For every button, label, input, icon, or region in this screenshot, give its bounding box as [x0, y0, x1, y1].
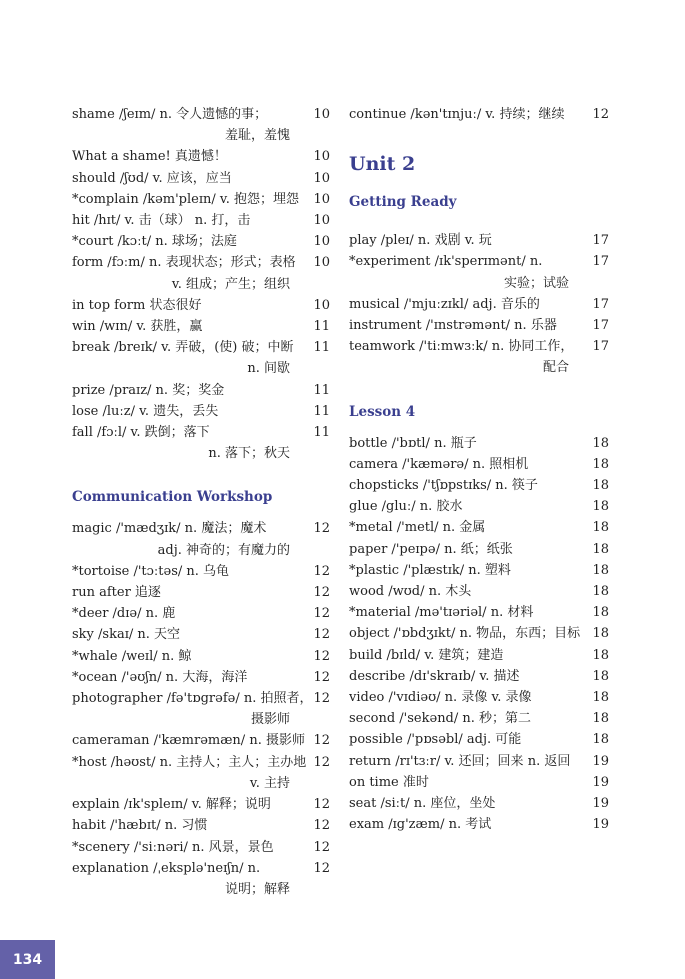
vocab-entry	[72, 646, 330, 667]
vocab-entry	[349, 560, 609, 581]
entry-text: *scenery /'siːnəri/ n. 风景，景色	[72, 839, 274, 855]
entry-page-ref: 12	[313, 627, 330, 643]
entry-page-ref: 18	[592, 456, 609, 472]
vocab-entry	[72, 582, 330, 603]
vocab-entry	[72, 794, 330, 815]
entry-text: should /ʃʊd/ v. 应该，应当	[72, 170, 232, 186]
entry-page-ref: 12	[313, 754, 330, 770]
vocab-entry	[72, 337, 330, 379]
entry-page-ref: 11	[313, 425, 330, 441]
vocab-entry	[349, 315, 609, 336]
entry-page-ref: 17	[592, 339, 609, 355]
vocab-entry	[349, 687, 609, 708]
page-number-tab	[0, 940, 55, 979]
entry-page-ref: 19	[592, 774, 609, 790]
vocab-entry	[72, 561, 330, 582]
entry-text: video /'vɪdiəʊ/ n. 录像 v. 录像	[349, 690, 532, 706]
entry-text: *material /mə'tɪəriəl/ n. 材料	[349, 605, 534, 621]
vocab-entry	[72, 518, 330, 560]
vocab-entry	[72, 401, 330, 422]
entry-text: prize /praɪz/ n. 奖；奖金	[72, 382, 225, 398]
entry-page-ref: 12	[313, 818, 330, 834]
vocab-entry	[72, 168, 330, 189]
entry-text: break /breɪk/ v. 弄破，(使) 破；中断	[72, 340, 294, 356]
entry-page-ref: 10	[313, 191, 330, 207]
entry-text: magic /'mædʒɪk/ n. 魔法；魔术	[72, 521, 267, 537]
entry-page-ref: 18	[592, 541, 609, 557]
left-column	[72, 104, 330, 900]
entry-list	[72, 104, 330, 464]
entry-text: form /fɔːm/ n. 表现状态；形式；表格	[72, 255, 296, 271]
vocab-entry	[72, 380, 330, 401]
entry-page-ref: 18	[592, 435, 609, 451]
section-title-communication-workshop: Communication Workshop	[72, 489, 273, 506]
entry-continuation: 羞耻，羞愧	[224, 128, 290, 144]
entry-text: *whale /weɪl/ n. 鲸	[72, 648, 192, 664]
entry-page-ref: 12	[313, 733, 330, 749]
entry-page-ref: 18	[592, 605, 609, 621]
entry-page-ref: 11	[313, 382, 330, 398]
entry-list	[72, 518, 330, 900]
entry-page-ref: 12	[313, 585, 330, 601]
vocab-entry	[72, 295, 330, 316]
entry-page-ref: 19	[592, 796, 609, 812]
vocab-entry	[72, 667, 330, 688]
entry-text: habit /'hæbɪt/ n. 习惯	[72, 818, 208, 834]
entry-page-ref: 12	[313, 648, 330, 664]
entry-text: chopsticks /'tʃɒpstɪks/ n. 筷子	[349, 478, 538, 494]
entry-text: paper /'peɪpə/ n. 纸；纸张	[349, 541, 513, 557]
entry-text: musical /'mjuːzɪkl/ adj. 音乐的	[349, 296, 540, 312]
entry-text: exam /ɪg'zæm/ n. 考试	[349, 817, 492, 833]
entry-continuation: adj. 神奇的；有魔力的	[157, 542, 290, 558]
entry-continuation: v. 组成；产生；组织	[171, 276, 290, 292]
entry-list	[349, 230, 609, 378]
section-title-getting-ready: Getting Ready	[349, 194, 457, 211]
entry-page-ref: 18	[592, 499, 609, 515]
entry-list	[349, 104, 609, 125]
right-column	[349, 104, 609, 835]
entry-page-ref: 10	[313, 107, 330, 122]
entry-page-ref: 18	[592, 711, 609, 727]
entry-text: return /rɪ'tɜːr/ v. 还回；回来 n. 返回	[349, 753, 571, 769]
vocab-entry	[349, 602, 609, 623]
entry-continuation: 配合	[542, 360, 569, 376]
entry-continuation: 实验；试验	[503, 275, 569, 291]
vocab-entry	[72, 231, 330, 252]
page-number: 134	[12, 951, 43, 968]
entry-list	[349, 433, 609, 836]
entry-page-ref: 12	[313, 860, 330, 876]
entry-text: bottle /'bɒtl/ n. 瓶子	[349, 435, 477, 451]
vocab-entry	[349, 793, 609, 814]
entry-page-ref: 10	[313, 297, 330, 313]
vocab-entry	[72, 688, 330, 730]
vocab-entry	[72, 815, 330, 836]
entry-text: sky /skaɪ/ n. 天空	[72, 627, 181, 643]
vocab-entry	[72, 858, 330, 900]
entry-text: hit /hɪt/ v. 击（球） n. 打，击	[72, 213, 251, 229]
entry-text: What a shame! 真遗憾！	[72, 149, 227, 165]
entry-page-ref: 12	[313, 839, 330, 855]
vocab-entry	[349, 645, 609, 666]
vocab-entry	[349, 496, 609, 517]
vocab-entry	[72, 603, 330, 624]
vocab-entry	[349, 623, 609, 644]
entry-page-ref: 18	[592, 626, 609, 642]
vocab-entry	[349, 104, 609, 125]
vocab-entry	[72, 730, 330, 751]
entry-text: *ocean /'əʊʃn/ n. 大海，海洋	[72, 669, 248, 685]
entry-text: wood /wʊd/ n. 木头	[349, 584, 472, 600]
entry-text: *complain /kəm'pleɪn/ v. 抱怨；埋怨	[72, 191, 299, 207]
entry-page-ref: 18	[592, 584, 609, 600]
entry-text: second /'sekənd/ n. 秒；第二	[349, 711, 532, 727]
entry-page-ref: 18	[592, 562, 609, 578]
entry-text: play /pleɪ/ n. 戏剧 v. 玩	[349, 233, 492, 249]
entry-text: object /'ɒbdʒɪkt/ n. 物品，东西；目标	[349, 626, 581, 642]
vocab-entry	[349, 230, 609, 251]
entry-text: *host /həʊst/ n. 主持人；主人；主办地	[72, 754, 307, 770]
entry-page-ref: 10	[313, 170, 330, 186]
entry-text: instrument /'ɪnstrəmənt/ n. 乐器	[349, 318, 557, 334]
entry-page-ref: 12	[313, 669, 330, 685]
entry-text: *deer /dɪə/ n. 鹿	[72, 606, 176, 622]
entry-page-ref: 10	[313, 234, 330, 250]
vocab-entry	[349, 751, 609, 772]
vocab-entry	[349, 475, 609, 496]
entry-page-ref: 18	[592, 520, 609, 536]
vocab-entry	[349, 772, 609, 793]
vocab-entry	[349, 336, 609, 378]
vocab-entry	[349, 251, 609, 293]
vocab-entry	[349, 729, 609, 750]
entry-text: run after 追逐	[72, 585, 161, 601]
entry-page-ref: 19	[592, 753, 609, 769]
entry-continuation: n. 落下；秋天	[208, 446, 290, 462]
entry-text: lose /luːz/ v. 遗失，丢失	[72, 403, 219, 419]
vocab-entry	[72, 189, 330, 210]
vocab-entry	[349, 708, 609, 729]
entry-page-ref: 12	[313, 521, 330, 537]
entry-text: build /bɪld/ v. 建筑；建造	[349, 647, 504, 663]
entry-continuation: v. 主持	[249, 775, 290, 791]
entry-text: fall /fɔːl/ v. 跌倒；落下	[72, 425, 210, 441]
unit-title: Unit 2	[349, 153, 416, 176]
entry-text: *metal /'metl/ n. 金属	[349, 520, 486, 536]
vocab-entry	[72, 146, 330, 167]
entry-text: *court /kɔːt/ n. 球场；法庭	[72, 234, 237, 250]
entry-continuation: 说明；解释	[224, 881, 290, 897]
entry-continuation: 摄影师	[250, 712, 290, 728]
entry-text: photographer /fə'tɒgrəfə/ n. 拍照者，	[72, 691, 313, 707]
entry-page-ref: 18	[592, 478, 609, 494]
vocab-entry	[72, 837, 330, 858]
vocab-entry	[72, 316, 330, 337]
entry-page-ref: 11	[313, 319, 330, 335]
entry-text: *plastic /'plæstɪk/ n. 塑料	[349, 562, 511, 578]
entry-page-ref: 18	[592, 690, 609, 706]
entry-page-ref: 11	[313, 403, 330, 419]
entry-page-ref: 18	[592, 647, 609, 663]
vocab-entry	[349, 433, 609, 454]
entry-page-ref: 17	[592, 296, 609, 312]
vocab-entry	[72, 104, 330, 146]
vocab-entry	[349, 454, 609, 475]
entry-page-ref: 10	[313, 255, 330, 271]
entry-text: *tortoise /'tɔːtəs/ n. 乌龟	[72, 563, 230, 579]
entry-page-ref: 12	[313, 691, 330, 707]
entry-text: win /wɪn/ v. 获胜，赢	[72, 319, 203, 335]
entry-page-ref: 17	[592, 318, 609, 334]
entry-page-ref: 12	[592, 107, 609, 122]
entry-text: shame /ʃeɪm/ n. 令人遗憾的事；	[72, 107, 268, 122]
entry-page-ref: 18	[592, 668, 609, 684]
entry-text: *experiment /ɪk'sperɪmənt/ n.	[349, 254, 543, 270]
entry-text: describe /dɪ'skraɪb/ v. 描述	[349, 668, 520, 684]
vocab-entry	[349, 539, 609, 560]
entry-text: cameraman /'kæmrəmæn/ n. 摄影师	[72, 733, 305, 749]
vocab-entry	[72, 252, 330, 294]
vocab-entry	[349, 814, 609, 835]
entry-page-ref: 10	[313, 149, 330, 165]
vocab-entry	[349, 581, 609, 602]
vocab-entry	[72, 422, 330, 464]
entry-text: explain /ɪk'spleɪn/ v. 解释；说明	[72, 797, 271, 813]
entry-page-ref: 12	[313, 563, 330, 579]
entry-text: possible /'pɒsəbl/ adj. 可能	[349, 732, 522, 748]
entry-text: continue /kən'tɪnjuː/ v. 持续；继续	[349, 107, 565, 122]
vocab-entry	[349, 666, 609, 687]
entry-page-ref: 12	[313, 797, 330, 813]
entry-text: explanation /ˌeksplə'neɪʃn/ n.	[72, 860, 261, 876]
entry-page-ref: 10	[313, 213, 330, 229]
vocab-entry	[349, 517, 609, 538]
entry-page-ref: 18	[592, 732, 609, 748]
entry-page-ref: 11	[313, 340, 330, 356]
entry-page-ref: 12	[313, 606, 330, 622]
entry-text: seat /siːt/ n. 座位，坐处	[349, 796, 496, 812]
entry-text: in top form 状态很好	[72, 297, 202, 313]
entry-page-ref: 17	[592, 233, 609, 249]
entry-text: camera /'kæmərə/ n. 照相机	[349, 456, 529, 472]
vocab-entry	[349, 294, 609, 315]
vocab-entry	[72, 752, 330, 794]
vocab-entry	[72, 210, 330, 231]
entry-page-ref: 17	[592, 254, 609, 270]
entry-text: teamwork /'tiːmwɜːk/ n. 协同工作，	[349, 339, 574, 355]
entry-continuation: n. 间歇	[247, 361, 290, 377]
entry-text: glue /gluː/ n. 胶水	[349, 499, 463, 515]
entry-page-ref: 19	[592, 817, 609, 833]
entry-text: on time 准时	[349, 774, 429, 790]
vocab-entry	[72, 624, 330, 645]
section-title-lesson-4: Lesson 4	[349, 403, 416, 420]
